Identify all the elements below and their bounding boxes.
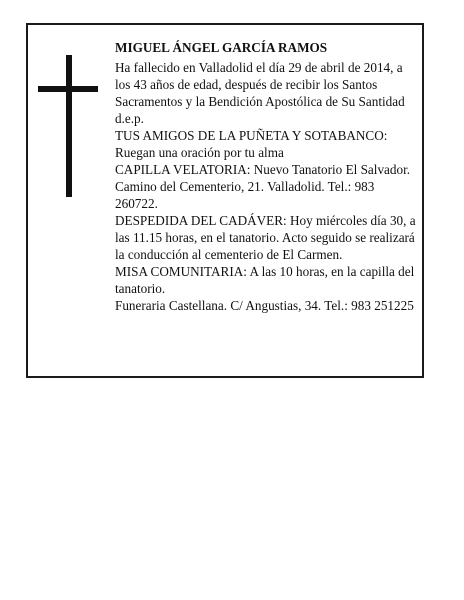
farewell-info: DESPEDIDA DEL CADÁVER: Hoy miércoles día 30, a las 11.15 horas, en el tanatorio. Acto seguido se realizará la conducción al cementerio de El Carmen. [115,213,416,262]
wake-chapel-info: CAPILLA VELATORIA: Nuevo Tanatorio El Salvador. Camino del Cementerio, 21. Valladolid. Tel.: 983 260722. [115,162,411,211]
cross-vertical-bar [66,55,72,197]
funeral-home-info: Funeraria Castellana. C/ Angustias, 34. Tel.: 983 251225 [115,298,414,313]
notice-text [115,39,420,314]
deceased-name: MIGUEL ÁNGEL GARCÍA RAMOS [115,40,328,55]
obituary-notice [26,23,424,378]
mass-info: MISA COMUNITARIA: A las 10 horas, en la capilla del tanatorio. [115,264,415,296]
cross-horizontal-bar [38,86,98,92]
death-announcement: Ha fallecido en Valladolid el día 29 de abril de 2014, a los 43 años de edad, después de recibir los Santos Sacramentos y la Bendición Apostólica de Su Santidad d.e.p. [115,60,405,126]
friends-message: TUS AMIGOS DE LA PUÑETA Y SOTABANCO: Ruegan una oración por tu alma [115,128,388,160]
